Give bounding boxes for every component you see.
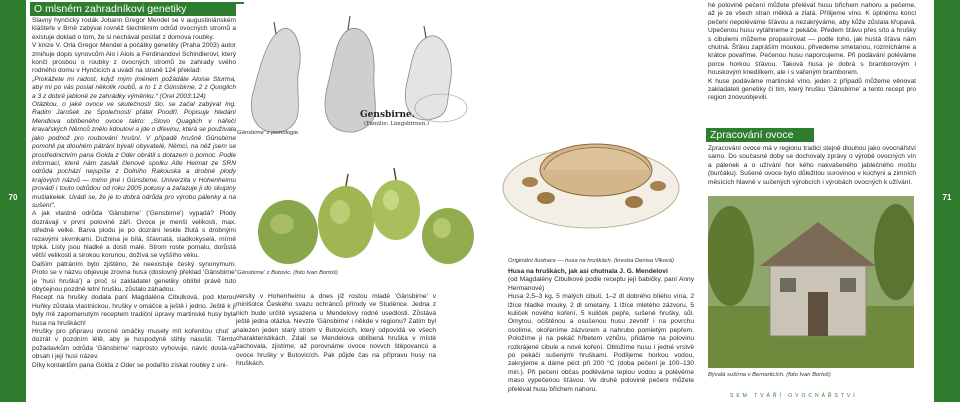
figure-caption: 'Gänsbirne' z pomologie. bbox=[236, 130, 300, 136]
recipe-subtitle: (od Magdalény Cibulkové podle receptu její babičky, paní Anny Hermanové) bbox=[508, 276, 694, 292]
figure-caption: Bývalá sušírna v Bernarticích. (foto Ivan Bortoš) bbox=[708, 372, 831, 378]
pomology-label-sub: (Familie: Längsbirnen.) bbox=[364, 121, 430, 127]
right-page bbox=[480, 0, 960, 402]
footer-running-title: SEM TVÁŘÍ OVOCNÁŘSTVÍ bbox=[730, 393, 858, 399]
recipe-block bbox=[508, 268, 694, 394]
paragraph: Slavný hynčický rodák Johann Gregor Mendel se v augustiniánském klášteře v Brně zabýval rovněž šlechtěním odrůd ovocných stromů a existuje doklad o tom, že si nechával posílat z domova roubky. bbox=[32, 17, 236, 41]
paragraph: versity v Hohenheimu a dnes již rostou mladé 'Gänsbirne' v minišolce Českého svazu ochránců přírody ve Studénce. Jedna z nich bude určitě vysazena u Mendelovy rodné usedlosti. Zůstává ještě jedna otázka. Nevzte 'Gänsbirne' i někde v regionu? Zatím byl nalezen jeden starý strom v Butovicích, který odpovídá ve všech charakteristikách. Zdali se Mendelova oblíbená hruška v místě zachovala, zjistíme, až porovnáme ovoce novvch štěpovancú a ovoce hrušky v Butovicích. Pak půjde čas na přípravu husy na hruškách. bbox=[236, 293, 436, 368]
section-banner-right: Zpracování ovoce bbox=[706, 128, 814, 142]
recipe-title: Husa na hruškách, jak asi chutnala J. G. Mendelovi bbox=[508, 268, 668, 275]
pomology-label-title: Gensbirne. bbox=[360, 110, 415, 120]
page-number-left: 70 bbox=[8, 193, 18, 202]
pomology-pear-illustration bbox=[236, 4, 480, 138]
paragraph: Otázkou, o jaké ovoce ve skutečnosti šlo, se začal zabývat Ing. Radim Jarošek ze Společnosti přátel Poodří. Popisuje hledání Mendlova oblíbeného ovoce takto: „Slovo Quaglich v nářečí kravařských Němců znělo kdoulovi a jde o dřevinu, která se používala jako podnož pro roubování hrušní. V případě hrušně Günsbirne pomohli pa dlouhém pátrání bývalí obyvatelé, Němci, na něž jsem se prostřednictvím pana Golda z Oder obrátil s dotazem o pomoc. Podle informací, které nám zaslali členové spolku Alte Heimat ze SRN odrůda pochází nejspíše z Dolního Rakouska a drobné plody krajových názvů — mimo jiné i Günsbirne. Univerzita v Hohenheimu provádí i touto odrůdou od roku 2005 pokusy a zařazuje ji do skupiny mušlakelek. Uvádí se, že je to dobrá odrůda pro výrobu pálenky a na sušení“. bbox=[32, 101, 236, 209]
page-number-right: 71 bbox=[942, 193, 952, 202]
quote-paragraph: „Prokážete mi radost, když mým jménem požádáte Aloise Sturma, aby mi po vás poslal několik roubů, a to 1 z Günsbirne, 2 z Quoglich a 3 z dobré jabloně ze zahrádky výměnku.“ (Orel 2003:124) bbox=[32, 75, 236, 100]
right-mid-text bbox=[708, 145, 916, 187]
paragraph: Díky kontaktům pana Golda z Oder se podařilo získat roubky z uni- bbox=[32, 361, 228, 369]
right-top-text bbox=[708, 2, 916, 103]
paragraph: V knize V. Orla Gregor Mendel a počátky genetiky (Praha 2003) autor zmiňuje dopis synovcům Alo i Alois a Ferdinandovi Schindlerovi, který končí prosbou o roubky z ovocných stromů ze zahrady svého rodného domu v Hynčicích a uvádí na straně 124 překlad: bbox=[32, 42, 236, 75]
paragraph: Zpracování ovoce má v regionu tradici stejně dlouhou jako ovocnářství samo. Do současné doby se dochovaly zprávy o výrobě ovocných vín a pálenek a o užívání hor kého nakvašeného jablečného moštu (burčáku). Sušené ovoce bylo důležitou surovinou v kuchyni a zimních měsících hlavně v sučených výrobcích i výrobách ovocných k užívání. bbox=[708, 145, 916, 186]
left-text-column bbox=[32, 17, 236, 370]
paragraph: Dalším pátráním bylo zjištěno, že neexistuje český synonymum. Proto se v názvu objevuje zrovna husa (doslovný překlad 'Gänsbirne' je 'husí hruška') a proč si zakladatel genetiky oblíbil právě tuto obyčejnou pozdně letní hrušku, zůstalo záhadou. bbox=[32, 260, 236, 293]
paragraph: A jak vlastně odrůda 'Gänsbirne' ('Gensbirne') vypadá? Plody dozrávají v první polovině září. Ovoce je menší velikosti, max. středně velké. Barva plodu je po dozrání leskle žlutá s drobnými rezavými skvrnkami. Dužnina je bílá, šťavnatá, sladkokyselá, mírně trpká. Listy jsou hladké a dosti malé. Strom roste pomalu, dorůstá větší velikosti a sirokou korunou, dožívá se vyššího věku. bbox=[32, 210, 236, 260]
section-banner-left: O mlsném zahradníkovi genetiky bbox=[30, 2, 244, 16]
drying-house-photo bbox=[708, 196, 914, 368]
figure-caption: 'Gänsbirne' z Butovic. (foto Ivan Bortoš) bbox=[236, 270, 338, 276]
paragraph: K huse podáváme martinské víno, jeden z případů můžeme věnovat zakladateli genetiky či tím, který hrušku 'Gänsbirne' a tento recept pro region znovuobjevili. bbox=[708, 77, 916, 102]
paragraph: Hrušky pro připravu ovocné omáčky musely mít kořenitou chuť a dozrát v pozdním létě, aby je hospodyně stihly nasušit. Těmto požadavkům odrůda 'Gänsbirne' naprosto vyhovuje, navíc dosta-vá obsah i její husí název. bbox=[32, 328, 236, 361]
figure-caption: Originální ilustrace — husa na hruškách. (kresba Denisa Vlková) bbox=[508, 258, 674, 264]
recipe-body: Husa 2,5–3 kg, 5 malých cibulí, 1–2 dl dobrého bílého vína, 2 lžíce hladké mouky, 2 dl smetany, 1 lžíce mletého zázvoru, 5 kuliček nového koření, 5 kuliček pepře, sušené hrušky, sůl. Omytou, očištěnou a osušenou husu zevnitř i na povrchu osolíme, okořeníme zázvorem a nahrubo pomletým pepřem. Položíme ji na pekáč hřbetem vzhůru, přidáme na polovinu rozkrájené cibule a nové koření. Obložíme husu i jedné vrstvě po pekáči sušenými hruškami. Podlijeme horkou vodou, zakryjeme a dáme péct při 200 °C (doba pečení je 100–130 min.). Při pečení občas podléváme teplou vodou a polévéme maso vypečenou šťávou. Ve druhé polovině pečení můžete přelévat husu břichem nahoru. bbox=[508, 293, 694, 393]
paragraph: Recept na hrušky dodala paní Magdaléna Cibulková, pod kterou Huňky zůstala vlastnickou, hrušky v omáčce a ještě i jedno. Ještě k jí byly mě zapomenutým receptem tradiční úpravy martinské husy byla husa na hruškách! bbox=[32, 294, 236, 327]
goose-on-pears-illustration bbox=[486, 0, 696, 258]
left-bottom-text bbox=[236, 293, 436, 369]
pears-photo bbox=[236, 140, 480, 268]
paragraph: hé polovině pečení můžete přelévat husu břichem nahoru a pečeme, až je ze všech stran měkká a zlatá. Přílijeme víno. K úplnému konci pečení nepoléváme šťávou a nezakrýváme, aby kůže zůstala křupavá. Upečenou husu vytáhneme z pekáče. Předem šťávu přes síto a hrušky s cibulemi můžeme propasírovat — podle toho, jak hustá šťáva nám chutná. Šťávu zapráším moukou, přivedeme smetanou, rozmícháme a krátce povaříme. Pečenou husu naporcujeme. Při podávání poléváme porce horkou šťávou. Taková husa je dobrá s bramborovým i houskovým knedlíkem, ale i s vařeným bramborem. bbox=[708, 2, 916, 77]
